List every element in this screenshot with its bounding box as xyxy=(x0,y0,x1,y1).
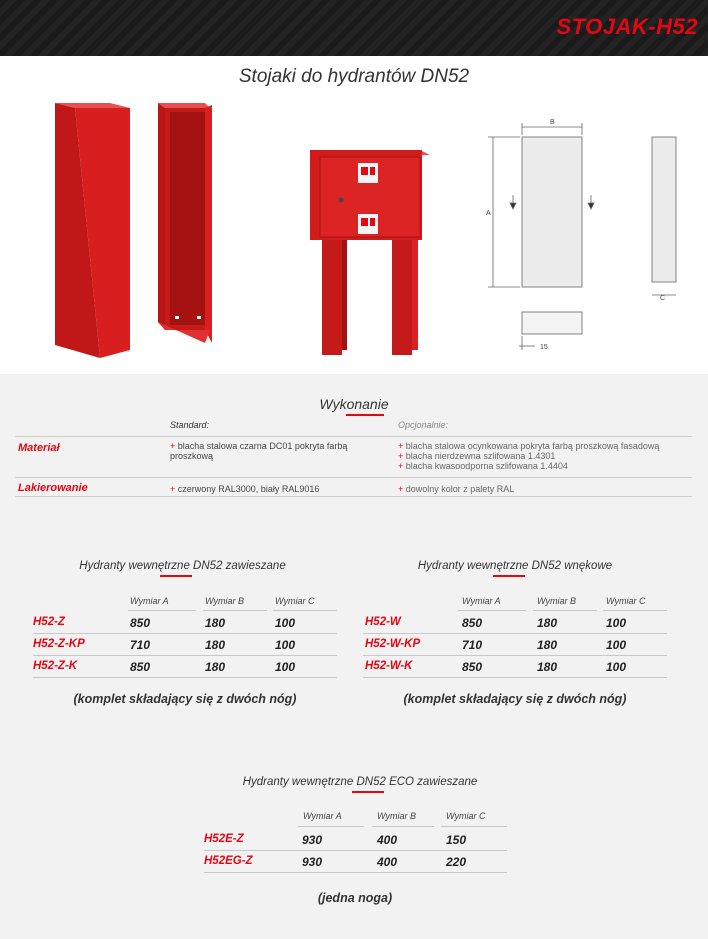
table-1-row-2-a: 710 xyxy=(130,638,151,652)
table-3-row-1-c: 150 xyxy=(446,833,467,847)
table-line xyxy=(128,610,196,611)
table-line xyxy=(204,872,507,873)
table-1-row-3-name: H52-Z-K xyxy=(33,660,78,672)
technical-drawing xyxy=(488,123,676,350)
table-1-row-1-b: 180 xyxy=(205,616,226,630)
table-2-row-1-c: 100 xyxy=(606,616,627,630)
table-line xyxy=(363,633,667,634)
table-line xyxy=(298,826,364,827)
table-2-header-c: Wymiar C xyxy=(606,596,646,606)
table-1-row-3-a: 850 xyxy=(130,660,151,674)
table-2-row-3-c: 100 xyxy=(606,660,627,674)
table-1-note: (komplet składający się z dwóch nóg) xyxy=(73,692,297,706)
table-2-row-2-name: H52-W-KP xyxy=(365,638,421,650)
table-line xyxy=(203,610,267,611)
table-1-row-2-b: 180 xyxy=(205,638,226,652)
stand-open-image xyxy=(158,103,212,343)
dim-label-c: C xyxy=(660,295,666,302)
heading-underline xyxy=(346,414,384,416)
table-3-underline xyxy=(352,791,384,793)
table-3-title: Hydranty wewnętrzne DN52 ECO zawieszane xyxy=(242,776,478,788)
table-2-row-3-name: H52-W-K xyxy=(365,660,413,672)
table-3-header-c: Wymiar C xyxy=(446,811,486,821)
table-3-row-1-b: 400 xyxy=(377,833,398,847)
table-2-header-a: Wymiar A xyxy=(462,596,501,606)
table-line xyxy=(33,633,337,634)
table-1-header-a: Wymiar A xyxy=(130,596,169,606)
table-1-title: Hydranty wewnętrzne DN52 zawieszane xyxy=(79,560,286,572)
table-1-header-b: Wymiar B xyxy=(205,596,244,606)
table-1-row-3-b: 180 xyxy=(205,660,226,674)
table-2-row-3-b: 180 xyxy=(537,660,558,674)
table-line xyxy=(363,677,667,678)
table-2-row-1-a: 850 xyxy=(462,616,483,630)
table-1-row-1-a: 850 xyxy=(130,616,151,630)
table-line xyxy=(441,826,507,827)
painting-label: Lakierowanie xyxy=(18,482,88,494)
table-line xyxy=(603,610,667,611)
table-2-row-2-c: 100 xyxy=(606,638,627,652)
table-1-row-1-name: H52-Z xyxy=(33,616,65,628)
table-line xyxy=(533,610,597,611)
optional-column-label: Opcjonalnie: xyxy=(398,420,449,430)
table-line xyxy=(458,610,526,611)
table-line xyxy=(33,655,337,656)
row-divider xyxy=(15,496,692,497)
dim-label-b: B xyxy=(550,119,555,126)
table-2-row-2-a: 710 xyxy=(462,638,483,652)
painting-standard: + czerwony RAL3000, biały RAL9016 xyxy=(170,484,320,494)
material-label: Materiał xyxy=(18,442,60,454)
table-line xyxy=(33,677,337,678)
table-2-note: (komplet składający się z dwóch nóg) xyxy=(403,692,627,706)
table-1-header-c: Wymiar C xyxy=(275,596,315,606)
standard-column-label: Standard: xyxy=(170,420,210,430)
table-2-row-2-b: 180 xyxy=(537,638,558,652)
table-3-row-1-a: 930 xyxy=(302,833,323,847)
product-illustrations xyxy=(0,90,708,372)
table-1-underline xyxy=(160,575,192,577)
material-standard: + blacha stalowa czarna DC01 pokryta farbą proszkową xyxy=(170,441,348,461)
table-2-header-b: Wymiar B xyxy=(537,596,576,606)
table-1-row-3-c: 100 xyxy=(275,660,296,674)
table-line xyxy=(372,826,434,827)
table-3-row-2-c: 220 xyxy=(446,855,467,869)
material-optional-list: + blacha stalowa ocynkowana pokryta farbą proszkową fasadową + blacha nierdzewna szlifowana 1.4301 + blacha kwasoodporna szlifowana 1.4404 xyxy=(398,441,660,471)
table-line xyxy=(204,850,507,851)
product-code-title: STOJAK-H52 xyxy=(556,14,698,39)
table-line xyxy=(273,610,337,611)
table-line xyxy=(363,655,667,656)
cabinet-stand-image xyxy=(310,150,430,355)
table-3-row-2-a: 930 xyxy=(302,855,323,869)
table-2-row-3-a: 850 xyxy=(462,660,483,674)
dim-label-15: 15 xyxy=(540,344,548,351)
table-3-row-2-b: 400 xyxy=(377,855,398,869)
table-2-row-1-b: 180 xyxy=(537,616,558,630)
table-2-underline xyxy=(493,575,525,577)
table-1-row-2-name: H52-Z-KP xyxy=(33,638,85,650)
painting-optional: + dowolny kolor z palety RAL xyxy=(398,484,515,494)
row-divider xyxy=(15,436,692,437)
table-3-row-2-name: H52EG-Z xyxy=(204,855,253,867)
table-2-title: Hydranty wewnętrzne DN52 wnękowe xyxy=(417,560,613,572)
table-1-row-2-c: 100 xyxy=(275,638,296,652)
row-divider xyxy=(15,477,692,478)
table-1-row-1-c: 100 xyxy=(275,616,296,630)
table-3-row-1-name: H52E-Z xyxy=(204,833,244,845)
table-3-header-b: Wymiar B xyxy=(377,811,416,821)
dim-label-a: A xyxy=(486,210,491,217)
table-2-row-1-name: H52-W xyxy=(365,616,401,628)
execution-heading: Wykonanie xyxy=(319,396,389,412)
page-title: Stojaki do hydrantów DN52 xyxy=(238,66,470,87)
stand-front-image xyxy=(55,103,130,358)
table-3-note: (jedna noga) xyxy=(317,891,393,905)
table-3-header-a: Wymiar A xyxy=(303,811,342,821)
